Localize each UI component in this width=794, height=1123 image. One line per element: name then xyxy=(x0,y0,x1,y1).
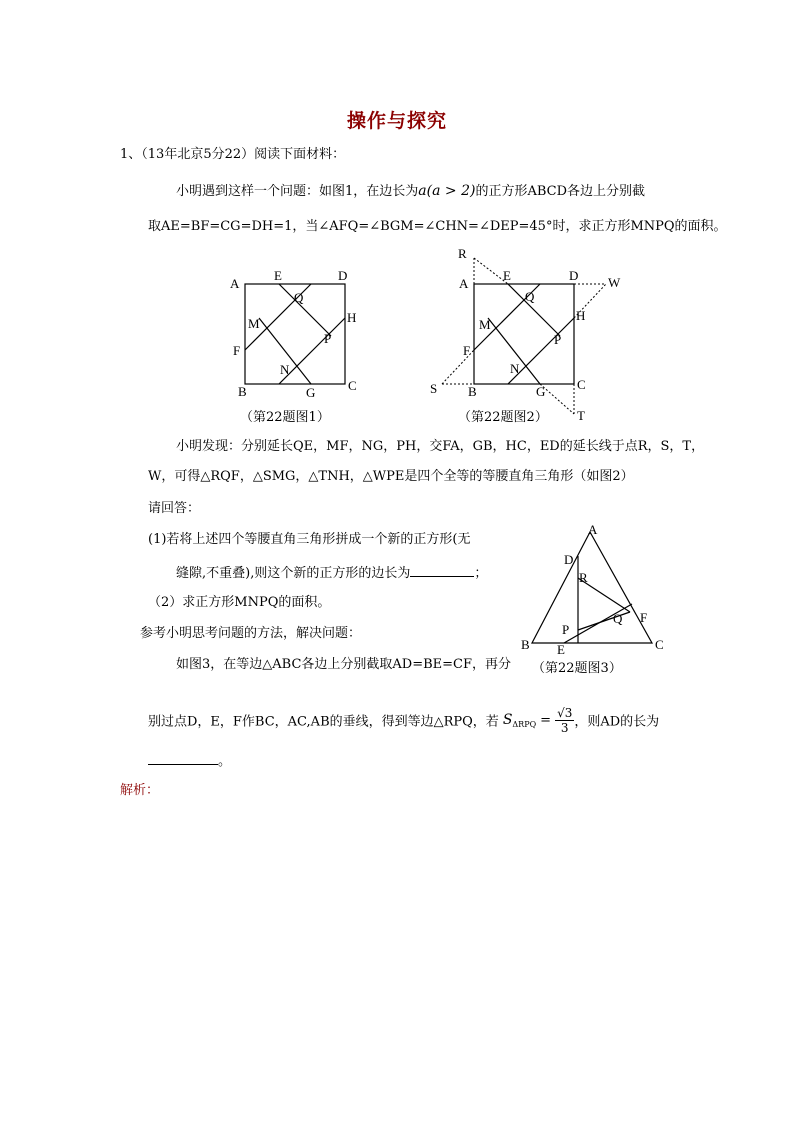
discover-line-1: 小明发现：分别延长QE，MF，NG，PH，交FA，GB，HC，ED的延长线于点R，S，T， xyxy=(176,439,705,454)
problem-3-line-3 xyxy=(148,750,231,771)
answer-blank-1[interactable] xyxy=(410,562,474,577)
label-F: F xyxy=(640,610,648,625)
problem-text: ，则AD的长为 xyxy=(574,714,660,730)
figure-2-caption: （第22题图2） xyxy=(458,410,548,425)
label-B: B xyxy=(238,384,247,399)
fraction-denominator: 3 xyxy=(560,721,569,735)
figure-2 xyxy=(426,244,626,424)
label-B: B xyxy=(521,637,530,652)
label-C: C xyxy=(655,637,664,652)
segment-ep xyxy=(279,284,331,336)
label-C: C xyxy=(348,378,357,393)
label-N: N xyxy=(280,362,290,377)
problem-text: 小明遇到这样一个问题：如图1，在边长为 xyxy=(176,184,419,199)
label-Q: Q xyxy=(294,290,304,305)
answer-prompt: 请回答： xyxy=(148,501,201,516)
problem-text: 的正方形ABCD各边上分别截 xyxy=(475,184,645,199)
problem-3-line-2 xyxy=(148,706,660,735)
sub-question-1a: (1)若将上述四个等腰直角三角形拼成一个新的正方形(无 xyxy=(148,532,471,547)
label-S: S xyxy=(430,381,438,396)
label-T: T xyxy=(577,408,585,423)
label-F: F xyxy=(233,343,241,358)
problem-line-2: 取AE=BF=CG=DH=1，当∠AFQ=∠BGM=∠CHN=∠DEP=45°时，求正方形MNPQ的面积。 xyxy=(148,219,727,234)
label-G: G xyxy=(536,384,546,399)
label-P: P xyxy=(562,622,570,637)
analysis-label: 解析： xyxy=(120,783,160,798)
area-symbol: S xyxy=(502,712,513,728)
punctuation: 。 xyxy=(218,754,232,769)
figure-3-caption: （第22题图3） xyxy=(532,661,622,676)
reference-text: 参考小明思考问题的方法，解决问题： xyxy=(140,626,362,641)
label-Q: Q xyxy=(525,289,535,304)
label-M: M xyxy=(248,316,260,331)
label-R: R xyxy=(579,570,588,585)
equals-sign: = xyxy=(540,713,552,728)
punctuation: ； xyxy=(474,566,488,581)
label-H: H xyxy=(347,310,357,325)
figure-3 xyxy=(512,518,672,658)
area-subscript: ΔRPQ xyxy=(512,720,537,729)
label-G: G xyxy=(306,385,316,400)
label-W: W xyxy=(608,275,621,290)
label-D: D xyxy=(338,268,348,283)
figure-1 xyxy=(226,262,366,402)
question-number: 1、 xyxy=(120,147,142,162)
label-P: P xyxy=(554,332,562,347)
label-A: A xyxy=(459,276,469,291)
label-B: B xyxy=(468,384,477,399)
answer-blank-2[interactable] xyxy=(148,750,218,765)
label-F: F xyxy=(463,343,471,358)
label-E: E xyxy=(503,268,511,283)
question-header xyxy=(120,146,345,164)
label-D: D xyxy=(564,552,574,567)
label-H: H xyxy=(576,308,586,323)
label-N: N xyxy=(510,361,520,376)
label-E: E xyxy=(557,642,565,657)
fraction xyxy=(555,706,574,735)
discover-line-2: W，可得△RQF，△SMG，△TNH，△WPE是四个全等的等腰直角三角形（如图2） xyxy=(148,469,634,484)
label-A: A xyxy=(588,522,598,537)
problem-text: 别过点D，E，F作BC，AC,AB的垂线，得到等边△RPQ，若 xyxy=(148,714,499,730)
label-R: R xyxy=(458,246,467,261)
label-C: C xyxy=(577,377,586,392)
problem-3-line-1: 如图3，在等边△ABC各边上分别截取AD=BE=CF，再分 xyxy=(176,657,512,672)
math-condition: a(a > 2) xyxy=(418,183,476,199)
label-Q: Q xyxy=(613,611,623,626)
sub-question-text: 缝隙,不重叠),则这个新的正方形的边长为 xyxy=(176,566,411,581)
label-A: A xyxy=(230,276,240,291)
label-M: M xyxy=(479,317,491,332)
question-source: （13年北京5分22）阅读下面材料： xyxy=(141,147,346,162)
label-D: D xyxy=(569,268,579,283)
sub-question-1b xyxy=(176,562,487,583)
page-title: 操作与探究 xyxy=(346,110,447,132)
label-E: E xyxy=(274,268,282,283)
label-P: P xyxy=(324,331,332,346)
problem-line-1 xyxy=(176,182,645,201)
sub-question-2: （2）求正方形MNPQ的面积。 xyxy=(148,595,331,610)
area-formula xyxy=(503,706,575,738)
fraction-numerator: √3 xyxy=(557,706,573,720)
figure-1-caption: （第22题图1） xyxy=(240,410,330,425)
